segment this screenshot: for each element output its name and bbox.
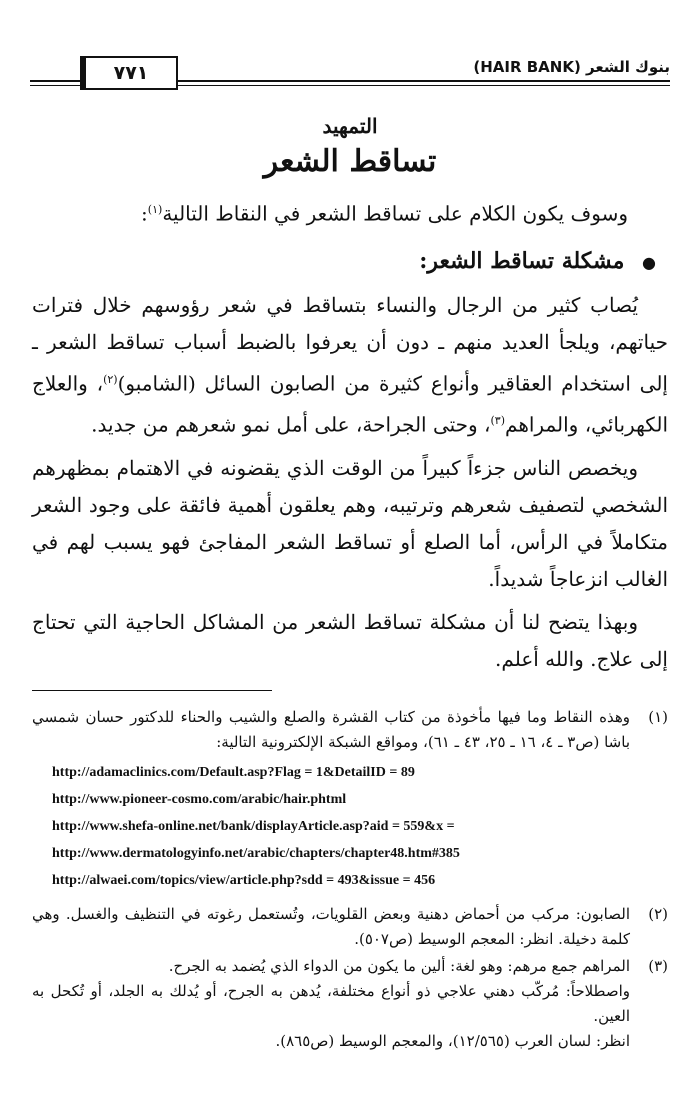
footnote-ref-3: (٣) [490, 414, 506, 428]
section-heading-text: مشكلة تساقط الشعر: [419, 247, 625, 274]
url-item: http://www.pioneer-cosmo.com/arabic/hair.phtml [52, 792, 347, 807]
url-item: http://www.shefa-online.net/bank/displayArticle.asp?aid = 559&x = [52, 819, 455, 834]
footnote-3-line: واصطلاحاً: مُركّب دهني علاجي ذو أنواع مختلفة، يُدهن به الجرح، أو يُدلك به الجلد، أو تُكحل به العين. [32, 982, 630, 1025]
paragraph-1-part-c: ، وحتى الجراحة، على أمل نمو شعرهم من جديد. [91, 412, 491, 437]
footnote-3-line: انظر: لسان العرب (١٢/٥٦٥)، والمعجم الوسيط (ص٨٦٥). [275, 1032, 630, 1050]
footnote-1-number: (١) [648, 708, 668, 726]
footnote-2-number: (٢) [648, 905, 668, 923]
footnotes [32, 690, 668, 1056]
section-heading [32, 243, 656, 281]
url-item: http://www.dermatologyinfo.net/arabic/chapters/chapter48.htm#385 [52, 846, 460, 861]
intro-text: وسوف يكون الكلام على تساقط الشعر في النقاط التالية [162, 201, 628, 226]
paragraph-1-part-a: يُصاب كثير من الرجال والنساء بتساقط في شعر رؤوسهم خلال فترات حياتهم، ويلجأ العديد منهم ـ دون أن يعرفوا بالضبط أسباب تساقط الشعر ـ إلى استخدام العقاقير وأنواع كثيرة من الصابون السائل (الشامبو) [32, 292, 668, 396]
paragraph-1 [32, 287, 668, 444]
running-title: بنوك الشعر (HAIR BANK) [473, 58, 670, 76]
footnote-2-text: الصابون: مركب من أحماض دهنية وبعض القلويات، وتُستعمل رغوته في التنظيف والغسل. وهي كلمة دخيلة. انظر: المعجم الوسيط (ص٥٠٧). [32, 905, 630, 948]
page-header [30, 52, 670, 92]
footnote-3-line: المراهم جمع مرهم: وهو لغة: ألين ما يكون من الدواء الذي يُضمد به الجرح. [168, 957, 630, 975]
url-item: http://adamaclinics.com/Default.asp?Flag = 1&DetailID = 89 [52, 765, 415, 780]
page-title: تساقط الشعر [263, 144, 437, 179]
footnote-3-text [32, 954, 630, 1054]
main-content [32, 108, 668, 684]
footnote-3 [32, 954, 668, 1054]
chapter-pre-title: التمهيد [322, 114, 378, 138]
url-list [32, 759, 668, 894]
paragraph-3: وبهذا يتضح لنا أن مشكلة تساقط الشعر من المشاكل الحاجية التي تحتاج إلى علاج. والله أعلم. [32, 609, 668, 671]
footnote-1 [32, 705, 668, 755]
intro-line [32, 193, 628, 231]
page-number: ٧٧١ [80, 56, 178, 90]
paragraph-2: ويخصص الناس جزءاً كبيراً من الوقت الذي يقضونه في الاهتمام بمظهرهم الشخصي لتصفيف شعرهم وترتيبه، وهم يعلقون أهمية فائقة على وجود الشعر متكاملاً في الرأس، أما الصلع أو تساقط الشعر المفاجئ فهو يسبب لهم في الغالب انزعاجاً شديداً. [32, 455, 668, 591]
footnote-separator [32, 690, 272, 691]
bullet-icon: ● [642, 252, 656, 272]
footnote-3-number: (٣) [648, 957, 668, 975]
footnote-ref-1: (١) [147, 203, 163, 216]
url-item: http://alwaei.com/topics/view/article.php?sdd = 493&issue = 456 [52, 873, 436, 888]
footnote-2 [32, 902, 668, 952]
footnote-1-text: وهذه النقاط وما فيها مأخوذة من كتاب القشرة والصلع والشيب والحناء للدكتور حسان شمسي باشا (ص٣ ـ ٤، ١٦ ـ ٢٥، ٤٣ ـ ٦١)، ومواقع الشبكة الإلكترونية التالية: [32, 708, 630, 751]
footnote-ref-2: (٢) [103, 372, 118, 386]
paragraph-1-part-b: ، والعلاج الكهربائي، والمراهم [32, 371, 668, 437]
intro-colon: : [141, 201, 148, 226]
